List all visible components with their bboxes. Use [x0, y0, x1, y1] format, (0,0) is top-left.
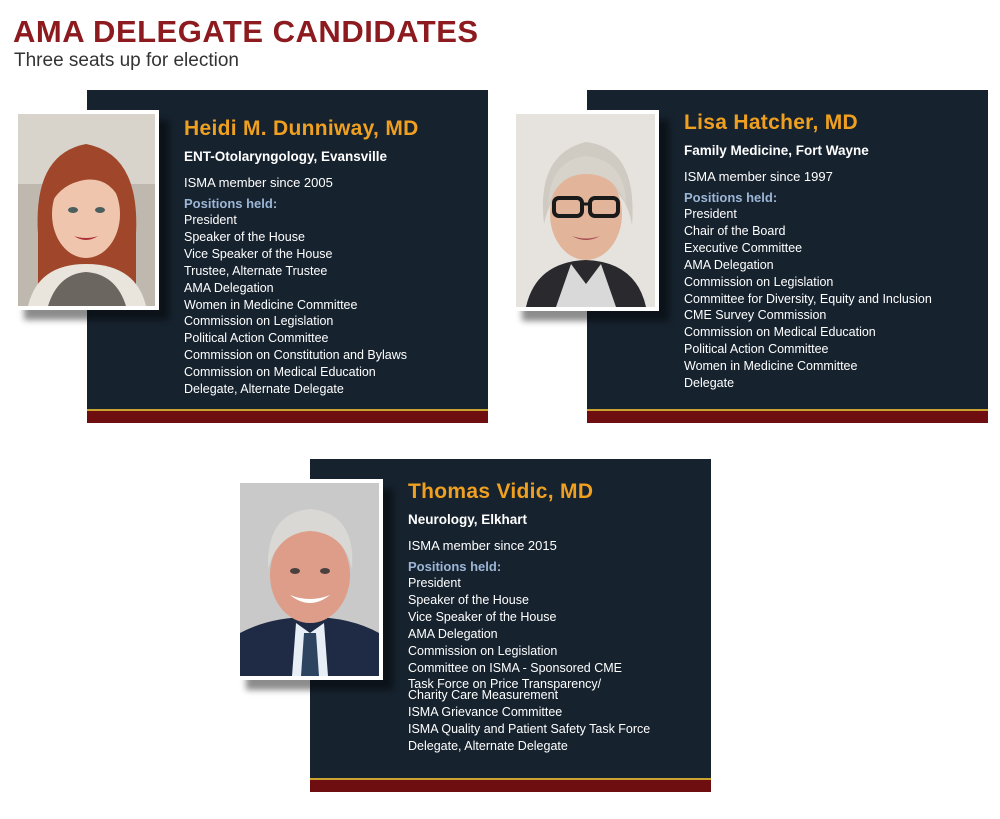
card-bottom-bar: [587, 409, 988, 423]
candidate-member-since: ISMA member since 2015: [408, 538, 557, 553]
candidate-info-hatcher: [684, 110, 984, 392]
position-item: AMA Delegation: [408, 626, 498, 641]
position-item: Speaker of the House: [184, 229, 305, 244]
candidate-name: Lisa Hatcher, MD: [684, 111, 859, 134]
candidate-name: Thomas Vidic, MD: [408, 480, 594, 503]
candidate-photo-vidic: [236, 479, 383, 680]
positions-heading: Positions held:: [408, 559, 502, 574]
positions-list: [184, 212, 484, 398]
position-item: Trustee, Alternate Trustee: [184, 263, 328, 278]
position-item: AMA Delegation: [184, 280, 274, 295]
candidate-specialty: Neurology, Elkhart: [408, 512, 528, 527]
candidate-info-dunniway: [184, 116, 484, 398]
position-item: Commission on Legislation: [408, 643, 558, 658]
position-item: Vice Speaker of the House: [408, 609, 557, 624]
candidate-specialty: ENT-Otolaryngology, Evansville: [184, 149, 388, 164]
positions-list: [408, 575, 708, 755]
position-item: Political Action Committee: [184, 331, 329, 346]
positions-list: [684, 206, 984, 392]
candidate-member-since: ISMA member since 2005: [184, 175, 333, 190]
position-item: Commission on Legislation: [184, 314, 334, 329]
position-item: Commission on Legislation: [684, 274, 834, 289]
page-title: AMA DELEGATE CANDIDATES: [13, 14, 479, 49]
position-item: AMA Delegation: [684, 257, 774, 272]
candidate-info-vidic: [408, 479, 708, 755]
position-item: Task Force on Price Transparency/ Charity Care Measurement: [408, 677, 602, 703]
position-item: CME Survey Commission: [684, 308, 827, 323]
position-item: Commission on Constitution and Bylaws: [184, 348, 408, 363]
position-item: Commission on Medical Education: [184, 365, 376, 380]
candidate-member-since: ISMA member since 1997: [684, 169, 833, 184]
positions-heading: Positions held:: [684, 190, 778, 205]
position-item: President: [184, 213, 237, 227]
position-item: Committee for Diversity, Equity and Inclusion: [684, 291, 932, 306]
positions-heading: Positions held:: [184, 196, 278, 211]
candidate-name: Heidi M. Dunniway, MD: [184, 117, 419, 140]
position-item: Women in Medicine Committee: [684, 359, 858, 374]
position-item: Delegate: [684, 376, 735, 391]
candidate-specialty: Family Medicine, Fort Wayne: [684, 143, 869, 158]
position-item: Commission on Medical Education: [684, 325, 876, 340]
card-bottom-bar: [310, 778, 711, 792]
position-item: Committee on ISMA - Sponsored CME: [408, 660, 622, 675]
position-item: Vice Speaker of the House: [184, 246, 333, 261]
position-item: ISMA Grievance Committee: [408, 705, 563, 720]
candidate-photo-dunniway: [14, 110, 159, 310]
card-bottom-bar: [87, 409, 488, 423]
position-item: President: [684, 207, 737, 221]
page-subtitle: Three seats up for election: [14, 50, 239, 71]
position-item: Executive Committee: [684, 240, 803, 255]
position-item: Chair of the Board: [684, 223, 786, 238]
position-item: ISMA Quality and Patient Safety Task Force: [408, 722, 651, 737]
position-item: Women in Medicine Committee: [184, 297, 358, 312]
position-item: President: [408, 576, 461, 590]
candidate-photo-hatcher: [512, 110, 659, 311]
position-item: Speaker of the House: [408, 592, 529, 607]
position-item: Delegate, Alternate Delegate: [408, 739, 568, 754]
position-item: Delegate, Alternate Delegate: [184, 382, 344, 397]
position-item: Political Action Committee: [684, 342, 829, 357]
